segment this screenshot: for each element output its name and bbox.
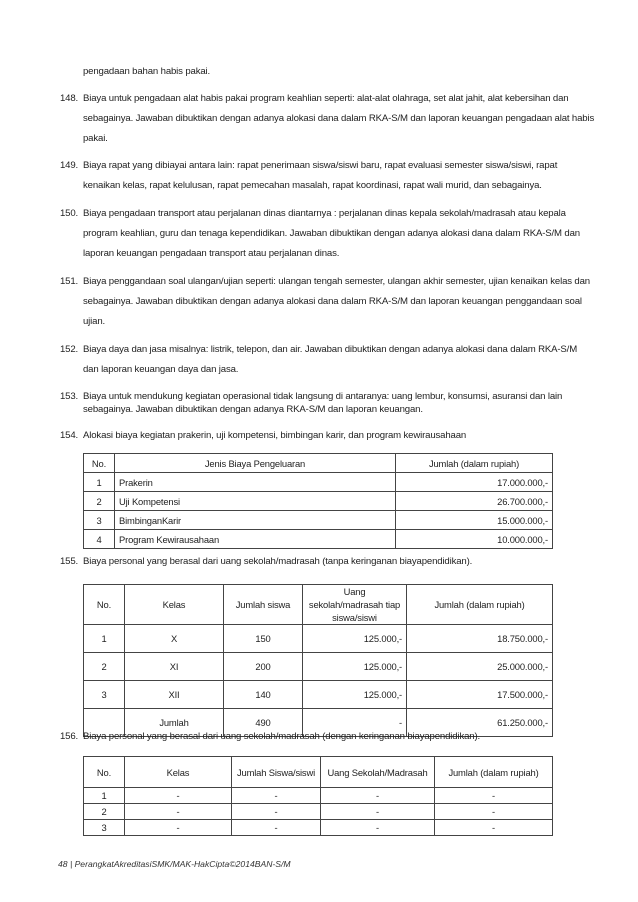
table-row [84,820,553,836]
table-row [84,492,553,511]
table-cell: - [321,804,435,820]
table-cell: 490 [224,709,303,737]
item-number: 153. [60,391,79,402]
table-header-cell: No. [84,454,115,473]
item-number: 156. [60,731,79,742]
table-cell: XI [125,653,224,681]
table-cell: 61.250.000,- [407,709,553,737]
text-line: sebagainya. Jawaban dibuktikan dengan adanya RKA-S/M dan laporan keuangan. [83,404,423,415]
table-header-cell: Jumlah (dalam rupiah) [435,757,553,788]
table-header-cell: Uang Sekolah/Madrasah [321,757,435,788]
table-cell: 125.000,- [303,681,407,709]
item-number: 148. [60,93,79,104]
table-cell: X [125,625,224,653]
table-cell: - [232,804,321,820]
item-number: 154. [60,430,79,441]
cost-allocation-table [83,453,553,549]
table-row [84,788,553,804]
table-row [84,681,553,709]
item-number: 149. [60,160,79,171]
text-line: sebagainya. Jawaban dibuktikan dengan adanya alokasi dana dalam RKA-S/M dan laporan keuangan penggandaan soal [83,296,582,307]
table-cell: 3 [84,820,125,836]
table-cell: Prakerin [115,473,396,492]
text-line: ujian. [83,316,106,327]
table-header-row [84,757,553,788]
text-line: pengadaan bahan habis pakai. [83,66,211,77]
item-number: 155. [60,556,79,567]
table-header-cell: Jumlah (dalam rupiah) [396,454,553,473]
text-line: sebagainya. Jawaban dibuktikan dengan adanya alokasi dana dalam RKA-S/M dan laporan keuangan pengadaan alat habis [83,113,595,124]
table-row [84,625,553,653]
table-header-cell: Kelas [125,757,232,788]
table-header-cell: Jumlah (dalam rupiah) [407,585,553,625]
table-cell: Jumlah [125,709,224,737]
text-line: kenaikan kelas, rapat kelulusan, rapat pemecahan masalah, rapat koordinasi, rapat wali murid, dan sebagainya. [83,180,542,191]
table-cell: 17.000.000,- [396,473,553,492]
table-cell: - [125,788,232,804]
text-line: Biaya untuk pengadaan alat habis pakai program keahlian seperti: alat-alat olahraga, set alat jahit, alat kebersihan dan [83,93,569,104]
text-line: Biaya daya dan jasa misalnya: listrik, telepon, dan air. Jawaban dibuktikan dengan adanya alokasi dana dalam RKA-S/M [83,344,578,355]
table-cell: 140 [224,681,303,709]
table-cell: Uji Kompetensi [115,492,396,511]
page-footer: 48 | PerangkatAkreditasiSMK/MAK-HakCipta©2014BAN-S/M [58,859,291,869]
table-row [84,653,553,681]
personal-cost-discount-table [83,756,553,836]
table-cell: 18.750.000,- [407,625,553,653]
table-cell: - [232,820,321,836]
text-line: Biaya penggandaan soal ulangan/ujian seperti: ulangan tengah semester, ulangan akhir semester, ujian kenaikan kelas dan [83,276,590,287]
personal-cost-table [83,584,553,737]
item-number: 151. [60,276,79,287]
text-line: Biaya untuk mendukung kegiatan operasional tidak langsung di antaranya: uang lembur, konsumsi, asuransi dan lain [83,391,563,402]
table-cell: - [435,804,553,820]
table-header-row [84,585,553,625]
table-cell: Program Kewirausahaan [115,530,396,549]
table-header-cell: No. [84,757,125,788]
table-header-cell: Jumlah Siswa/siswi [232,757,321,788]
text-line: Biaya pengadaan transport atau perjalanan dinas diantarnya : perjalanan dinas kepala sekolah/madrasah atau kepala [83,208,566,219]
text-line: Biaya personal yang berasal dari uang sekolah/madrasah (dengan keringanan biayapendidikan). [83,731,481,742]
table-cell: 1 [84,788,125,804]
text-line: laporan keuangan pengadaan transport atau perjalanan dinas. [83,248,340,259]
table-header-cell: Jumlah siswa [224,585,303,625]
table-row [84,530,553,549]
text-line: Biaya rapat yang dibiayai antara lain: rapat penerimaan siswa/siswi baru, rapat evaluasi semester siswa/siswi, rapat [83,160,558,171]
text-line: program keahlian, guru dan tenaga kependidikan. Jawaban dibuktikan dengan adanya alokasi dana dalam RKA-S/M dan [83,228,580,239]
table-cell: 150 [224,625,303,653]
table-cell: 125.000,- [303,653,407,681]
table-cell: 1 [84,625,125,653]
table-header-cell: No. [84,585,125,625]
table-cell: - [435,820,553,836]
table-cell: - [321,820,435,836]
table-cell: 4 [84,530,115,549]
table-cell: 200 [224,653,303,681]
table-cell: 10.000.000,- [396,530,553,549]
table-cell: - [232,788,321,804]
table-cell: 15.000.000,- [396,511,553,530]
table-cell: 3 [84,511,115,530]
table-row [84,511,553,530]
table-cell: 3 [84,681,125,709]
table-cell: 125.000,- [303,625,407,653]
table-cell: 26.700.000,- [396,492,553,511]
table-cell: - [125,820,232,836]
table-cell: - [321,788,435,804]
table-header-cell: Jenis Biaya Pengeluaran [115,454,396,473]
text-line: dan laporan keuangan daya dan jasa. [83,364,239,375]
table-cell: XII [125,681,224,709]
item-number: 150. [60,208,79,219]
table-cell: 2 [84,653,125,681]
item-number: 152. [60,344,79,355]
table-header-cell: Uang sekolah/madrasah tiap siswa/siswi [303,585,407,625]
table-header-cell: Kelas [125,585,224,625]
table-cell: - [303,709,407,737]
text-line: Alokasi biaya kegiatan prakerin, uji kompetensi, bimbingan karir, dan program kewirausahaan [83,430,467,441]
table-cell: 1 [84,473,115,492]
text-line: Biaya personal yang berasal dari uang sekolah/madrasah (tanpa keringanan biayapendidikan). [83,556,473,567]
table-cell: 25.000.000,- [407,653,553,681]
table-cell: - [125,804,232,820]
table-cell: - [435,788,553,804]
table-cell: 2 [84,804,125,820]
table-cell: 17.500.000,- [407,681,553,709]
table-row [84,804,553,820]
table-cell: 2 [84,492,115,511]
table-cell: BimbinganKarir [115,511,396,530]
table-row [84,473,553,492]
text-line: pakai. [83,133,108,144]
table-header-row [84,454,553,473]
